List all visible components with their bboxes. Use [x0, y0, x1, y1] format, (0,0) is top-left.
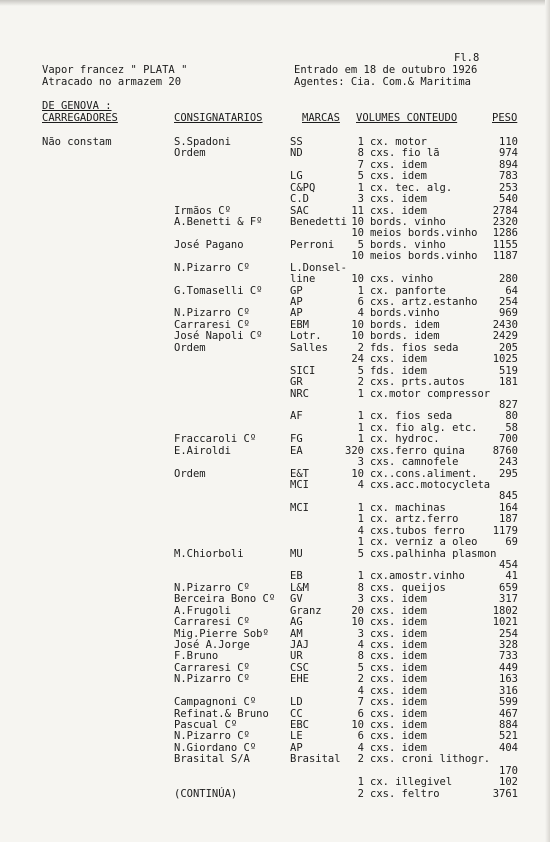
- volume-count-cell: 5: [357, 547, 364, 560]
- content-cell: cx. hydroc.: [370, 433, 440, 446]
- weight-cell: 599: [499, 696, 518, 709]
- mark-cell: Lotr.: [290, 330, 322, 343]
- mark-cell: LE: [290, 730, 303, 743]
- mark-cell: MCI: [290, 501, 309, 514]
- mark-cell: EBM: [290, 318, 309, 331]
- consignee-cell: Campagnoni Cº: [174, 696, 257, 709]
- content-cell: cxs.palhinha plasmon: [370, 547, 497, 560]
- volume-count-cell: 2: [357, 787, 364, 800]
- consignee-cell: Ordem: [174, 147, 206, 160]
- content-cell: cxs. idem: [370, 353, 427, 366]
- consignee-cell: M.Chiorboli: [174, 547, 244, 560]
- mark-cell: Benedetti: [290, 216, 347, 228]
- content-cell: cxs. idem: [370, 204, 427, 217]
- consignee-cell: S.Spadoni: [174, 136, 231, 148]
- mark-cell: ND: [290, 147, 303, 160]
- mark-cell: L.Donsel-: [290, 261, 347, 274]
- weight-cell: 69: [505, 536, 518, 548]
- weight-cell: 41: [505, 570, 518, 583]
- content-cell: cxs. idem: [370, 627, 427, 640]
- consignee-cell: José Napoli Cº: [174, 330, 263, 343]
- weight-cell: 2429: [492, 330, 518, 343]
- consignee-cell: N.Pizarro Cº: [174, 581, 250, 594]
- consignee-cell: N.Pizarro Cº: [174, 673, 250, 686]
- mark-cell: C.D: [290, 193, 309, 206]
- marks-header: MARCAS: [302, 112, 340, 124]
- volume-count-cell: 11: [351, 204, 364, 217]
- mark-cell: NRC: [290, 387, 309, 400]
- mark-cell: Salles: [290, 341, 328, 354]
- content-cell: cxs. camnofele: [370, 456, 459, 468]
- content-cell: cxs. idem: [370, 718, 427, 731]
- content-cell: meios bords.vinho: [370, 250, 478, 263]
- volume-count-cell: 2: [357, 376, 364, 388]
- weight-cell: 449: [499, 661, 518, 674]
- weight-cell: 187: [499, 513, 518, 526]
- weight-header: PESO: [492, 112, 518, 124]
- content-cell: cx. fio alg. etc.: [370, 421, 478, 434]
- mark-cell: GR: [290, 376, 303, 388]
- volume-count-cell: 7: [357, 696, 364, 709]
- content-cell: cx.amostr.vinho: [370, 570, 465, 583]
- weight-cell: 1802: [492, 604, 518, 617]
- volume-count-cell: 320: [345, 444, 364, 457]
- volume-count-cell: 1: [357, 387, 364, 400]
- volume-count-cell: 1: [357, 136, 364, 148]
- weight-cell: 316: [499, 684, 518, 697]
- mark-cell: EB: [290, 570, 303, 583]
- weight-cell: 974: [499, 147, 518, 160]
- mark-cell: JAJ: [290, 638, 309, 651]
- volume-count-cell: 3: [357, 593, 364, 606]
- mark-cell: SAC: [290, 204, 309, 217]
- weight-cell: 659: [499, 581, 518, 594]
- mark-cell: C&PQ: [290, 181, 316, 194]
- weight-cell: 1155: [492, 238, 518, 251]
- consignee-cell: Brasital S/A: [174, 753, 250, 766]
- volume-count-cell: 3: [357, 627, 364, 640]
- volume-count-cell: 2: [357, 673, 364, 686]
- weight-cell: 181: [499, 376, 518, 388]
- content-cell: cxs.acc.motocycleta: [370, 478, 491, 491]
- content-cell: cxs. fio lã: [370, 147, 440, 160]
- berth-location: Atracado no armazem 20: [42, 76, 182, 88]
- weight-cell: 2320: [492, 216, 518, 228]
- content-cell: bords. idem: [370, 318, 440, 331]
- content-cell: cx. fios seda: [370, 410, 453, 423]
- consignee-cell: Refinat.& Bruno: [174, 707, 269, 720]
- weight-cell: 884: [499, 718, 518, 731]
- volume-count-cell: 6: [357, 707, 364, 720]
- weight-cell: 1025: [492, 353, 518, 366]
- content-cell: cx. motor: [370, 136, 427, 148]
- content-cell: cxs. artz.estanho: [370, 296, 478, 308]
- weight-cell: 170: [499, 764, 518, 777]
- volume-count-cell: 5: [357, 364, 364, 377]
- entry-date: Entrado em 18 de outubro 1926: [294, 64, 478, 76]
- weight-cell: 102: [499, 776, 518, 789]
- volume-count-cell: 5: [357, 170, 364, 183]
- content-cell: cxs. idem: [370, 170, 427, 183]
- volume-count-cell: 2: [357, 341, 364, 354]
- volume-count-cell: 10: [351, 250, 364, 263]
- content-cell: cxs. idem: [370, 193, 427, 206]
- consignee-cell: N.Pizarro Cº: [174, 730, 250, 743]
- volume-count-cell: 1: [357, 284, 364, 297]
- content-cell: cxs. queijos: [370, 581, 446, 594]
- consignee-cell: Ordem: [174, 341, 206, 354]
- content-cell: cxs.tubos ferro: [370, 524, 465, 537]
- mark-cell: EBC: [290, 718, 309, 731]
- mark-cell: AP: [290, 296, 303, 308]
- scan-edge-right: [545, 0, 550, 842]
- mark-cell: Granz: [290, 604, 322, 617]
- volume-count-cell: 2: [357, 753, 364, 766]
- volume-count-cell: 6: [357, 730, 364, 743]
- volume-count-cell: 1: [357, 433, 364, 446]
- mark-cell: AP: [290, 307, 303, 320]
- content-cell: bords.vinho: [370, 307, 440, 320]
- weight-cell: 163: [499, 673, 518, 686]
- weight-cell: 254: [499, 296, 518, 308]
- consignee-cell: Irmãos Cº: [174, 204, 231, 217]
- mark-cell: L&M: [290, 581, 309, 594]
- content-cell: cxs. croni lithogr.: [370, 753, 491, 766]
- mark-cell: SS: [290, 136, 303, 148]
- consignee-cell: José Pagano: [174, 238, 244, 251]
- volume-count-cell: 1: [357, 570, 364, 583]
- consignee-cell: Fraccaroli Cº: [174, 433, 257, 446]
- mark-cell: CC: [290, 707, 303, 720]
- weight-cell: 317: [499, 593, 518, 606]
- weight-cell: 3761: [492, 787, 518, 800]
- volume-count-cell: 10: [351, 273, 364, 286]
- content-cell: bords. vinho: [370, 238, 446, 251]
- mark-cell: EA: [290, 444, 303, 457]
- weight-cell: 243: [499, 456, 518, 468]
- mark-cell: LG: [290, 170, 303, 183]
- weight-cell: 783: [499, 170, 518, 183]
- shippers-note: Não constam: [42, 136, 112, 148]
- volume-count-cell: 10: [351, 467, 364, 480]
- weight-cell: 827: [499, 398, 518, 411]
- vessel-name: Vapor francez " PLATA ": [42, 64, 188, 76]
- content-cell: fds. fios seda: [370, 341, 459, 354]
- weight-cell: 1179: [492, 524, 518, 537]
- consignee-cell: José A.Jorge: [174, 638, 250, 651]
- weight-cell: 254: [499, 627, 518, 640]
- weight-cell: 2784: [492, 204, 518, 217]
- weight-cell: 521: [499, 730, 518, 743]
- volume-count-cell: 4: [357, 478, 364, 491]
- content-cell: cxs. idem: [370, 158, 427, 171]
- volume-count-cell: 3: [357, 193, 364, 206]
- content-cell: bords. idem: [370, 330, 440, 343]
- weight-cell: 540: [499, 193, 518, 206]
- volume-count-cell: 7: [357, 158, 364, 171]
- content-cell: cxs. vinho: [370, 273, 434, 286]
- consignee-cell: Carraresi Cº: [174, 318, 250, 331]
- content-cell: cxs. prts.autos: [370, 376, 465, 388]
- volume-count-cell: 10: [351, 216, 364, 228]
- volume-count-cell: 1: [357, 501, 364, 514]
- consignee-cell: Carraresi Cº: [174, 661, 250, 674]
- weight-cell: 253: [499, 181, 518, 194]
- volume-count-cell: 1: [357, 410, 364, 423]
- weight-cell: 328: [499, 638, 518, 651]
- content-cell: cxs. feltro: [370, 787, 440, 800]
- mark-cell: Perroni: [290, 238, 335, 251]
- mark-cell: EHE: [290, 673, 309, 686]
- weight-cell: 454: [499, 558, 518, 571]
- consignee-cell: N.Pizarro Cº: [174, 261, 250, 274]
- consignee-cell: N.Giordano Cº: [174, 741, 257, 754]
- weight-cell: 110: [499, 136, 518, 148]
- consignee-cell: A.Frugoli: [174, 604, 231, 617]
- volume-count-cell: 1: [357, 181, 364, 194]
- mark-cell: FG: [290, 433, 303, 446]
- weight-cell: 894: [499, 158, 518, 171]
- content-cell: cxs. idem: [370, 661, 427, 674]
- volume-count-cell: 8: [357, 650, 364, 663]
- volume-count-cell: 8: [357, 581, 364, 594]
- volume-count-cell: 24: [351, 353, 364, 366]
- volume-count-cell: 6: [357, 296, 364, 308]
- weight-cell: 1021: [492, 616, 518, 629]
- content-cell: cxs. idem: [370, 638, 427, 651]
- weight-cell: 700: [499, 433, 518, 446]
- volume-count-cell: 10: [351, 616, 364, 629]
- consignee-cell: Ordem: [174, 467, 206, 480]
- content-cell: cx. illegivel: [370, 776, 453, 789]
- content-cell: cxs. idem: [370, 650, 427, 663]
- volume-count-cell: 10: [351, 718, 364, 731]
- volume-count-cell: 10: [351, 227, 364, 240]
- mark-cell: MCI: [290, 478, 309, 491]
- shippers-header: CARREGADORES: [42, 112, 118, 124]
- content-cell: bords. vinho: [370, 216, 446, 228]
- agents: Agentes: Cia. Com.& Maritima: [294, 76, 472, 88]
- mark-cell: LD: [290, 696, 303, 709]
- content-cell: cx. verniz a oleo: [370, 536, 478, 548]
- weight-cell: 164: [499, 501, 518, 514]
- volume-count-cell: 8: [357, 147, 364, 160]
- content-cell: cx. machinas: [370, 501, 446, 514]
- weight-cell: 2430: [492, 318, 518, 331]
- consignees-header: CONSIGNATARIOS: [174, 112, 263, 124]
- consignee-cell: F.Bruno: [174, 650, 219, 663]
- volume-count-cell: 4: [357, 524, 364, 537]
- mark-cell: AM: [290, 627, 303, 640]
- consignee-cell: (CONTINÚA): [174, 787, 238, 800]
- content-cell: cxs. idem: [370, 741, 427, 754]
- mark-cell: UR: [290, 650, 303, 663]
- content-cell: meios bords.vinho: [370, 227, 478, 240]
- content-cell: cxs. idem: [370, 696, 427, 709]
- consignee-cell: E.Airoldi: [174, 444, 231, 457]
- weight-cell: 8760: [492, 444, 518, 457]
- volume-count-cell: 10: [351, 330, 364, 343]
- mark-cell: CSC: [290, 661, 309, 674]
- consignee-cell: Mig.Pierre Sobº: [174, 627, 269, 640]
- consignee-cell: A.Benetti & Fº: [174, 216, 263, 228]
- content-cell: cxs.ferro quina: [370, 444, 465, 457]
- content-cell: cxs. idem: [370, 616, 427, 629]
- mark-cell: GP: [290, 284, 303, 297]
- content-cell: cxs. idem: [370, 673, 427, 686]
- weight-cell: 1286: [492, 227, 518, 240]
- weight-cell: 1187: [492, 250, 518, 263]
- consignee-cell: Berceira Bono Cº: [174, 593, 276, 606]
- volume-count-cell: 5: [357, 238, 364, 251]
- weight-cell: 58: [505, 421, 518, 434]
- volume-count-cell: 20: [351, 604, 364, 617]
- weight-cell: 280: [499, 273, 518, 286]
- content-cell: cx. panforte: [370, 284, 446, 297]
- volume-count-cell: 3: [357, 456, 364, 468]
- volume-count-cell: 10: [351, 318, 364, 331]
- mark-cell: line: [290, 273, 316, 286]
- mark-cell: AF: [290, 410, 303, 423]
- content-cell: cxs. idem: [370, 604, 427, 617]
- mark-cell: AG: [290, 616, 303, 629]
- weight-cell: 80: [505, 410, 518, 423]
- weight-cell: 519: [499, 364, 518, 377]
- volume-count-cell: 5: [357, 661, 364, 674]
- volume-count-cell: 1: [357, 421, 364, 434]
- weight-cell: 295: [499, 467, 518, 480]
- mark-cell: AP: [290, 741, 303, 754]
- consignee-cell: Carraresi Cº: [174, 616, 250, 629]
- weight-cell: 467: [499, 707, 518, 720]
- weight-cell: 205: [499, 341, 518, 354]
- content-cell: cxs. idem: [370, 707, 427, 720]
- content-cell: cx.motor compressor: [370, 387, 491, 400]
- mark-cell: SICI: [290, 364, 316, 377]
- volume-count-cell: 4: [357, 741, 364, 754]
- consignee-cell: N.Pizarro Cº: [174, 307, 250, 320]
- mark-cell: Brasital: [290, 753, 341, 766]
- volume-count-cell: 1: [357, 536, 364, 548]
- volumes-header: VOLUMES CONTEUDO: [356, 112, 458, 124]
- volume-count-cell: 1: [357, 776, 364, 789]
- content-cell: cx. tec. alg.: [370, 181, 453, 194]
- volume-count-cell: 4: [357, 684, 364, 697]
- weight-cell: 845: [499, 490, 518, 503]
- volume-count-cell: 4: [357, 638, 364, 651]
- weight-cell: 404: [499, 741, 518, 754]
- page-number: Fl.8: [454, 52, 480, 64]
- content-cell: fds. idem: [370, 364, 427, 377]
- consignee-cell: Pascual Cº: [174, 718, 238, 731]
- consignee-cell: G.Tomaselli Cº: [174, 284, 263, 297]
- content-cell: cx. artz.ferro: [370, 513, 459, 526]
- scan-edge-top: [0, 0, 550, 6]
- weight-cell: 733: [499, 650, 518, 663]
- weight-cell: 64: [505, 284, 518, 297]
- content-cell: cx..cons.aliment.: [370, 467, 478, 480]
- mark-cell: MU: [290, 547, 303, 560]
- volume-count-cell: 4: [357, 307, 364, 320]
- origin-port: DE GENOVA :: [42, 100, 112, 112]
- weight-cell: 969: [499, 307, 518, 320]
- mark-cell: GV: [290, 593, 303, 606]
- content-cell: cxs. idem: [370, 730, 427, 743]
- volume-count-cell: 1: [357, 513, 364, 526]
- content-cell: cxs. idem: [370, 593, 427, 606]
- mark-cell: E&T: [290, 467, 309, 480]
- content-cell: cxs. idem: [370, 684, 427, 697]
